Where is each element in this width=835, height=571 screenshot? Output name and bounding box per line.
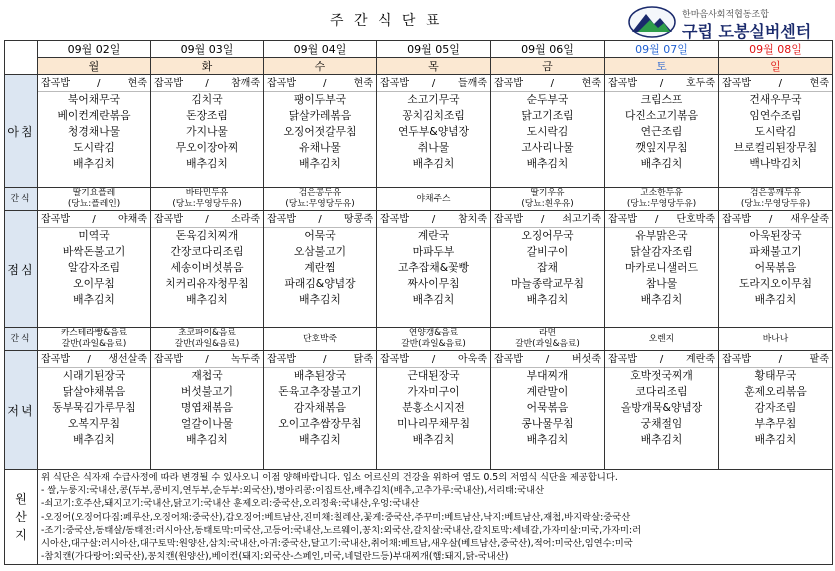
- dish-item: 오징어무국: [521, 229, 574, 242]
- dish-item: 참나물: [645, 277, 678, 290]
- dish-item: 어묵볶음: [526, 401, 569, 414]
- snack-note: 갈반(과일&음료): [401, 339, 466, 349]
- dish-item: 취나물: [417, 141, 450, 154]
- snack-cell: [605, 328, 719, 351]
- grain-label: 잡곡밥: [154, 214, 183, 225]
- snack-note: (당뇨:무영당두유): [285, 199, 355, 209]
- separator: /: [323, 78, 327, 89]
- dish-item: 오복지무침: [67, 417, 121, 430]
- grain-line: [605, 76, 718, 92]
- dish-item: 배추김치: [299, 433, 341, 446]
- meal-label-dinner: 저녁: [5, 351, 38, 470]
- dish-item: 북어채무국: [67, 93, 121, 106]
- grain-label: 잡곡밥: [722, 354, 751, 365]
- grain-label: 잡곡밥: [41, 214, 70, 225]
- date-header: 09월 05일: [377, 41, 491, 58]
- snack-note: (당뇨:무영당두유): [626, 199, 697, 209]
- meal-cell: [491, 75, 605, 188]
- separator: /: [205, 354, 209, 365]
- origin-line: -쇠고기:호주산,돼지고기:국내산,닭고기:국내산 훈제오리:중국산,오리정육:국내산,우엉:국내산: [41, 498, 420, 510]
- porridge-label: 생선살죽: [108, 354, 147, 365]
- dish-item: 베이컨계란볶음: [57, 109, 131, 122]
- grain-label: 잡곡밥: [41, 354, 70, 365]
- dish-item: 황태무국: [754, 369, 797, 382]
- dish-item: 버섯불고기: [180, 385, 234, 398]
- snack-cell: [491, 188, 605, 211]
- porridge-label: 땅콩죽: [344, 214, 373, 225]
- dish-item: 팽이두부국: [293, 93, 347, 106]
- weekday-header: 금: [491, 58, 605, 75]
- snack-item: 바나나: [762, 333, 789, 344]
- dish-item: 배추김치: [526, 293, 569, 306]
- separator: /: [431, 354, 436, 365]
- dish-item: 돈육김치찌개: [175, 229, 239, 242]
- separator: /: [654, 214, 659, 225]
- dish-item: 미역국: [78, 229, 110, 242]
- grain-label: 잡곡밥: [41, 78, 70, 89]
- weekly-menu-table: [4, 40, 833, 565]
- origin-line: 시아산,대구살:러시아산,대구토막:원양산,삼치:국내산,아귀:중국산,달고기:국내산,취어채:베트남,새우살(베트남산,중국산),적어:미국산,임연수:미국: [41, 538, 633, 550]
- dish-item: 순두부국: [526, 93, 569, 106]
- dish-item: 닭살야채볶음: [62, 385, 126, 398]
- weekday-header: 수: [264, 58, 377, 75]
- weekday-header: 목: [377, 58, 491, 75]
- dish-item: 도시락김: [754, 125, 797, 138]
- date-header: 09월 03일: [151, 41, 264, 58]
- separator: /: [97, 78, 101, 89]
- snack-note: (당뇨:흰우유): [521, 199, 574, 209]
- snack-label-snack2: 간식: [5, 328, 38, 351]
- porridge-label: 참치죽: [458, 214, 487, 225]
- dish-item: 유부맑은국: [635, 229, 688, 242]
- meal-cell: [377, 211, 491, 328]
- dish-item: 배추김치: [73, 157, 115, 170]
- meal-label-breakfast: 아침: [5, 75, 38, 188]
- snack-item: 고소한두유: [640, 188, 683, 198]
- page-title: 주 간 식 단 표: [330, 13, 443, 29]
- separator: /: [323, 354, 327, 365]
- dish-item: 파래김&양념장: [284, 277, 356, 290]
- snack-cell: [491, 328, 605, 351]
- grain-line: [605, 352, 718, 368]
- weekday-header: 월: [38, 58, 151, 75]
- dish-item: 유채나물: [299, 141, 341, 154]
- snack-item: 오렌지: [648, 333, 675, 344]
- separator: /: [431, 78, 436, 89]
- meal-cell: [719, 351, 833, 470]
- grain-line: [264, 212, 376, 228]
- grain-line: [491, 212, 604, 228]
- porridge-label: 소라죽: [231, 214, 260, 225]
- dish-item: 배추김치: [640, 293, 683, 306]
- dish-item: 치커리유자청무침: [165, 277, 249, 290]
- dish-item: 돈육고추장불고기: [278, 385, 362, 398]
- org-logo: [628, 4, 833, 40]
- porridge-label: 단호박죽: [676, 214, 715, 225]
- meal-cell: [264, 75, 377, 188]
- dish-item: 오이무침: [73, 277, 115, 290]
- grain-label: 잡곡밥: [154, 354, 183, 365]
- meal-cell: [719, 75, 833, 188]
- dish-item: 콩나물무침: [521, 417, 574, 430]
- snack-note: (당뇨:플레인): [67, 199, 121, 209]
- grain-label: 잡곡밥: [380, 214, 409, 225]
- separator: /: [768, 214, 773, 225]
- dish-item: 닭고기조림: [521, 109, 574, 122]
- dish-item: 파채불고기: [749, 245, 802, 258]
- mountain-logo-icon: [628, 6, 676, 38]
- grain-label: 잡곡밥: [722, 214, 751, 225]
- grain-label: 잡곡밥: [154, 78, 183, 89]
- snack-item: 라면: [539, 328, 556, 338]
- grain-line: [719, 352, 832, 368]
- date-header: 09월 08일: [719, 41, 833, 58]
- grain-line: [377, 352, 490, 368]
- dish-item: 감자조림: [754, 401, 797, 414]
- dish-item: 어묵볶음: [754, 261, 797, 274]
- dish-item: 배추김치: [754, 293, 797, 306]
- snack-item: 검은콩두유: [298, 188, 342, 198]
- grain-label: 잡곡밥: [494, 78, 523, 89]
- meal-cell: [151, 75, 264, 188]
- dish-item: 재첩국: [191, 369, 223, 382]
- grain-line: [491, 76, 604, 92]
- dish-item: 도라지오이무침: [738, 277, 812, 290]
- dish-item: 얼갈이나물: [180, 417, 234, 430]
- snack-cell: [151, 328, 264, 351]
- grain-line: [377, 212, 490, 228]
- dish-item: 잡채: [537, 261, 558, 274]
- dish-item: 분홍소시지전: [402, 401, 465, 414]
- separator: /: [540, 214, 545, 225]
- date-header: 09월 06일: [491, 41, 605, 58]
- dish-item: 코다리조림: [635, 385, 688, 398]
- dish-item: 오삼불고기: [293, 245, 347, 258]
- dish-item: 도시락김: [73, 141, 115, 154]
- dish-item: 다진소고기볶음: [624, 109, 698, 122]
- separator: /: [87, 354, 91, 365]
- snack-cell: [377, 188, 491, 211]
- snack-item: 연양갱&음료: [408, 328, 459, 338]
- dish-item: 꽁치김치조림: [402, 109, 465, 122]
- porridge-label: 참깨죽: [231, 78, 260, 89]
- porridge-label: 야채죽: [118, 214, 147, 225]
- grain-label: 잡곡밥: [608, 78, 637, 89]
- separator: /: [550, 78, 555, 89]
- dish-item: 짜사이무침: [407, 277, 460, 290]
- snack-cell: [719, 328, 833, 351]
- grain-label: 잡곡밥: [267, 78, 296, 89]
- grain-line: [719, 76, 832, 92]
- dish-item: 브로컬리된장무침: [733, 141, 818, 154]
- date-header: 09월 04일: [264, 41, 377, 58]
- weekday-header: 화: [151, 58, 264, 75]
- dish-item: 배추김치: [186, 293, 228, 306]
- dish-item: 백나박김치: [749, 157, 802, 170]
- porridge-label: 들깨죽: [458, 78, 487, 89]
- dish-item: 돈장조림: [186, 109, 228, 122]
- snack-item: 딸기요플레: [72, 188, 116, 198]
- porridge-label: 현죽: [353, 78, 373, 89]
- dish-item: 연두부&양념장: [398, 125, 469, 138]
- dish-item: 배추된장국: [293, 369, 347, 382]
- dish-item: 배추김치: [754, 433, 797, 446]
- dish-item: 김치국: [191, 93, 223, 106]
- snack-item: 검은콩깨두유: [750, 188, 801, 198]
- dish-item: 훈제오리볶음: [744, 385, 807, 398]
- grain-label: 잡곡밥: [494, 354, 523, 365]
- dish-item: 마카로니샐러드: [624, 261, 698, 274]
- dish-item: 배추김치: [73, 433, 115, 446]
- corner-cell: [5, 41, 38, 75]
- snack-cell: [719, 188, 833, 211]
- dish-item: 가지나물: [186, 125, 228, 138]
- org-name: 구립 도봉실버센터: [682, 22, 812, 41]
- separator: /: [545, 354, 550, 365]
- dish-item: 배추김치: [186, 433, 228, 446]
- dish-item: 연근조림: [640, 125, 683, 138]
- dish-item: 닭살감자조림: [630, 245, 693, 258]
- meal-label-lunch: 점심: [5, 211, 38, 328]
- dish-item: 바싹돈불고기: [62, 245, 126, 258]
- date-header: 09월 07일: [605, 41, 719, 58]
- dish-item: 계란말이: [526, 385, 569, 398]
- dish-item: 알감자조림: [67, 261, 121, 274]
- dish-item: 배추김치: [640, 157, 683, 170]
- meal-cell: [605, 75, 719, 188]
- meal-cell: [38, 351, 151, 470]
- meal-cell: [491, 211, 605, 328]
- dish-item: 도시락김: [526, 125, 569, 138]
- separator: /: [778, 78, 783, 89]
- snack-cell: [605, 188, 719, 211]
- grain-label: 잡곡밥: [267, 354, 296, 365]
- dish-item: 어묵국: [304, 229, 336, 242]
- porridge-label: 새우살죽: [790, 214, 829, 225]
- grain-label: 잡곡밥: [380, 354, 409, 365]
- separator: /: [318, 214, 322, 225]
- dish-item: 궁채절임: [640, 417, 683, 430]
- org-subtitle: 한마음사회적협동조합: [682, 10, 769, 20]
- dish-item: 배추김치: [412, 433, 455, 446]
- origin-line: 위 식단은 식자재 수급사정에 따라 변경될 수 있사오니 이점 양해바랍니다. 입소 어르신의 건강을 위하여 염도 0.5의 저염식 식단을 제공합니다.: [41, 472, 618, 483]
- origin-line: -오징어(오징어다짐:페루산,오징어채:중국산),갑오징어:베트남산,진미채:칠레산,꽃게:중국산,주꾸미:베트남산,낙지:베트남산,재첩,바지락살:중국산: [41, 511, 631, 523]
- grain-line: [151, 352, 263, 368]
- grain-line: [264, 76, 376, 92]
- porridge-label: 쇠고기죽: [562, 214, 601, 225]
- meal-cell: [491, 351, 605, 470]
- snack-cell: [264, 328, 377, 351]
- meal-cell: [38, 211, 151, 328]
- origin-line: -참치캔(가다랑어:외국산),꽁치캔(원양산),베이컨(돼지:외국산-스페인,미국,네덜란드등)부대찌개(햄:돼지,닭-국내산): [41, 551, 509, 563]
- porridge-label: 아욱죽: [458, 354, 487, 365]
- origin-line: -조기:중국산,동태살/동태전:러시아산,동태토막:미국산,고등어:국내산,노르웨이,꽁치:외국산,갈치살:국내산,갈치토막:세네갈,가자미살:미국,가자미:러: [41, 524, 642, 536]
- dish-item: 닭살카레볶음: [288, 109, 352, 122]
- snack-label-snack1: 간식: [5, 188, 38, 211]
- meal-cell: [264, 351, 377, 470]
- meal-cell: [605, 351, 719, 470]
- grain-line: [38, 352, 150, 368]
- dish-item: 계란국: [417, 229, 450, 242]
- date-header: 09월 02일: [38, 41, 151, 58]
- dish-item: 올방개묵&양념장: [620, 401, 703, 414]
- porridge-label: 팥죽: [809, 354, 829, 365]
- porridge-label: 버섯죽: [572, 354, 601, 365]
- dish-item: 건새우무국: [749, 93, 802, 106]
- grain-label: 잡곡밥: [722, 78, 751, 89]
- dish-item: 소고기무국: [407, 93, 460, 106]
- porridge-label: 계란죽: [686, 354, 715, 365]
- separator: /: [659, 354, 664, 365]
- snack-note: 갈반(과일&음료): [174, 339, 240, 349]
- dish-item: 미나리무채무침: [396, 417, 470, 430]
- porridge-label: 현죽: [809, 78, 829, 89]
- grain-line: [605, 212, 718, 228]
- separator: /: [659, 78, 664, 89]
- dish-item: 배추김치: [299, 293, 341, 306]
- meal-cell: [377, 351, 491, 470]
- porridge-label: 녹두죽: [231, 354, 260, 365]
- snack-item: 딸기우유: [530, 188, 565, 198]
- dish-item: 간장코다리조림: [170, 245, 244, 258]
- snack-cell: [377, 328, 491, 351]
- meal-cell: [605, 211, 719, 328]
- porridge-label: 현죽: [127, 78, 147, 89]
- grain-label: 잡곡밥: [608, 214, 637, 225]
- dish-item: 배추김치: [412, 293, 455, 306]
- dish-item: 오이고추쌈장무침: [278, 417, 362, 430]
- weekday-header: 일: [719, 58, 833, 75]
- porridge-label: 호두죽: [686, 78, 715, 89]
- snack-cell: [38, 328, 151, 351]
- origin-label: 원산지: [5, 470, 38, 565]
- dish-item: 청경채나물: [67, 125, 121, 138]
- dish-item: 오징어젓갈무침: [283, 125, 357, 138]
- weekday-header: 토: [605, 58, 719, 75]
- snack-note: 갈반(과일&음료): [61, 339, 127, 349]
- dish-item: 시래기된장국: [62, 369, 126, 382]
- dish-item: 가자미구이: [407, 385, 460, 398]
- snack-cell: [264, 188, 377, 211]
- snack-note: (당뇨:무영당두유): [172, 199, 242, 209]
- snack-note: 갈반(과일&음료): [515, 339, 580, 349]
- snack-cell: [38, 188, 151, 211]
- grain-label: 잡곡밥: [608, 354, 637, 365]
- grain-line: [377, 76, 490, 92]
- dish-item: 감자채볶음: [293, 401, 347, 414]
- dish-item: 근대된장국: [407, 369, 460, 382]
- snack-item: 초코파이&음료: [178, 328, 236, 338]
- dish-item: 마파두부: [412, 245, 455, 258]
- dish-item: 동부묵김가루무침: [52, 401, 136, 414]
- dish-item: 배추김치: [186, 157, 228, 170]
- porridge-label: 현죽: [581, 78, 601, 89]
- snack-item: 바타민두유: [185, 188, 229, 198]
- grain-line: [38, 76, 150, 92]
- dish-item: 배추김치: [526, 157, 569, 170]
- meal-cell: [377, 75, 491, 188]
- grain-label: 잡곡밥: [380, 78, 409, 89]
- origin-line: - 쌀,누룽지:국내산,콩(두부,콩비지,연두부,순두부:외국산),병아리콩:이집트산,배추김치(배추,고추가루:국내산),서리태:국내산: [41, 485, 545, 497]
- grain-line: [151, 76, 263, 92]
- snack-item: 야채주스: [416, 193, 451, 204]
- snack-item: 카스테라빵&음료: [60, 328, 128, 338]
- origin-notes: [38, 470, 833, 565]
- dish-item: 마늘종락교무침: [510, 277, 584, 290]
- grain-line: [491, 352, 604, 368]
- dish-item: 배추김치: [526, 433, 569, 446]
- snack-note: (당뇨:무영당두유): [740, 199, 811, 209]
- separator: /: [431, 214, 436, 225]
- meal-cell: [264, 211, 377, 328]
- meal-cell: [38, 75, 151, 188]
- grain-line: [38, 212, 150, 228]
- dish-item: 고사리나물: [521, 141, 574, 154]
- separator: /: [205, 78, 209, 89]
- dish-item: 배추김치: [640, 433, 683, 446]
- dish-item: 고추잡채&꽃빵: [398, 261, 469, 274]
- dish-item: 명엽채볶음: [180, 401, 234, 414]
- separator: /: [92, 214, 96, 225]
- dish-item: 세송이버섯볶음: [170, 261, 244, 274]
- dish-item: 임연수조림: [749, 109, 802, 122]
- grain-label: 잡곡밥: [494, 214, 523, 225]
- dish-item: 호박젓국찌개: [630, 369, 693, 382]
- dish-item: 깻잎지무침: [635, 141, 688, 154]
- dish-item: 무오이장아찌: [175, 141, 239, 154]
- dish-item: 부대찌개: [526, 369, 569, 382]
- meal-cell: [151, 211, 264, 328]
- grain-label: 잡곡밥: [267, 214, 296, 225]
- dish-item: 갈비구이: [526, 245, 569, 258]
- dish-item: 크림스프: [640, 93, 683, 106]
- dish-item: 부추무침: [754, 417, 797, 430]
- dish-item: 배추김치: [412, 157, 455, 170]
- dish-item: 배추김치: [73, 293, 115, 306]
- snack-item: 단호박죽: [303, 333, 337, 344]
- snack-cell: [151, 188, 264, 211]
- porridge-label: 닭죽: [353, 354, 373, 365]
- dish-item: 계란찜: [304, 261, 336, 274]
- meal-cell: [719, 211, 833, 328]
- dish-item: 배추김치: [299, 157, 341, 170]
- meal-cell: [151, 351, 264, 470]
- grain-line: [719, 212, 832, 228]
- separator: /: [205, 214, 209, 225]
- separator: /: [778, 354, 783, 365]
- dish-item: 아욱된장국: [749, 229, 802, 242]
- grain-line: [151, 212, 263, 228]
- grain-line: [264, 352, 376, 368]
